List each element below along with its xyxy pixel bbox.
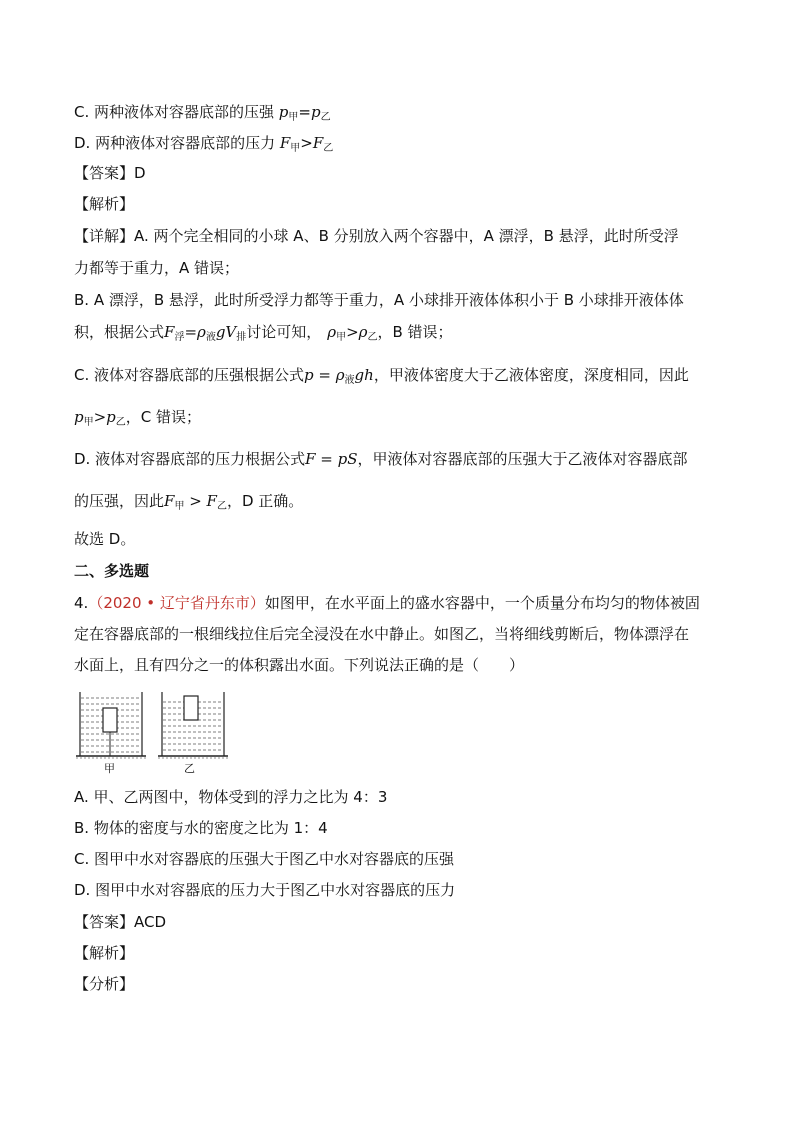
q3-option-d-var2: F (312, 134, 324, 152)
q3-l8-s1: 甲 (174, 501, 185, 512)
q4-option-d: D. 图甲中水对容器底的压力大于图乙中水对容器底的压力 (74, 881, 456, 899)
q3-detail-line-5 (74, 364, 689, 389)
q4-stem-line-1 (74, 592, 700, 614)
q4-option-b: B. 物体的密度与水的密度之比为 1：4 (74, 819, 328, 837)
object-yi (184, 696, 198, 720)
q3-detail-line-2: 力都等于重力，A 错误； (74, 259, 240, 277)
q3-l6-s1: 甲 (83, 417, 94, 428)
q3-option-c-sub2: 乙 (320, 112, 331, 123)
q4-option-a: A. 甲、乙两图中，物体受到的浮力之比为 4：3 (74, 788, 388, 806)
q3-l5-s1: 液 (344, 375, 355, 386)
q3-l7-formula: F = pS (305, 450, 358, 468)
q3-option-d-op: > (300, 134, 313, 152)
q3-l4-text-c: ，B 错误； (377, 323, 453, 341)
q3-l6-f1: p (74, 408, 84, 426)
q3-detail-line-8 (74, 490, 303, 515)
q3-l4-rop: >ρ (346, 323, 368, 341)
q4-answer: 【答案】ACD (74, 913, 167, 931)
q3-detail-line-4 (74, 321, 453, 346)
q3-analysis-heading: 【解析】 (74, 195, 135, 213)
q3-l4-rs2: 乙 (367, 332, 378, 343)
q3-l4-text-b: 讨论可知， (246, 323, 322, 341)
q3-option-d (74, 132, 333, 157)
q3-answer: 【答案】D (74, 164, 146, 182)
q3-option-d-var1: F (279, 134, 291, 152)
container-yi (158, 692, 228, 758)
container-jia (76, 692, 146, 758)
q3-l8-text-b: ，D 正确。 (226, 492, 304, 510)
q3-detail-line-3: B. A 漂浮，B 悬浮，此时所受浮力都等于重力，A 小球排开液体体积小于 B 小球排开液体体 (74, 291, 684, 309)
q4-number: 4. (74, 594, 89, 612)
q3-l8-f2: > F (184, 492, 217, 510)
q3-l4-s1: 浮 (174, 332, 185, 343)
q3-option-d-text: D. 两种液体对容器底部的压力 (74, 134, 276, 152)
q3-l8-f1: F (164, 492, 175, 510)
figure-label-yi: 乙 (184, 762, 195, 775)
q3-option-c-var2: p (310, 103, 321, 121)
q3-option-c (74, 101, 331, 126)
q3-l7-text-b: ，甲液体对容器底部的压强大于乙液体对容器底部 (357, 450, 688, 468)
q3-l5-text-a: C. 液体对容器底部的压强根据公式 (74, 366, 305, 384)
q3-l6-text-b: ，C 错误； (125, 408, 202, 426)
q3-option-c-op: = (298, 103, 311, 121)
q4-stem-line-2: 定在容器底部的一根细线拉住后完全浸没在水中静止。如图乙，当将细线剪断后，物体漂浮在 (74, 625, 690, 643)
q4-option-c: C. 图甲中水对容器底的压强大于图乙中水对容器底的压强 (74, 850, 455, 868)
figure-label-jia: 甲 (104, 762, 115, 775)
q3-detail-line-7 (74, 448, 688, 470)
q4-stem-line-3: 水面上，且有四分之一的体积露出水面。下列说法正确的是（ ） (74, 656, 525, 674)
q3-l4-r1: ρ (327, 323, 337, 341)
q3-detail-line-6 (74, 406, 201, 431)
object-jia (103, 708, 117, 732)
q3-l6-f2: >p (93, 408, 116, 426)
q3-l4-rs1: 甲 (336, 332, 347, 343)
q3-l4-f2: =ρ (184, 323, 206, 341)
q3-l5-text-b: ，甲液体密度大于乙液体密度，深度相同，因此 (373, 366, 689, 384)
q4-stem-text-1: 如图甲，在水平面上的盛水容器中，一个质量分布均匀的物体被固 (264, 594, 700, 612)
q3-option-d-sub2: 乙 (323, 143, 334, 154)
q3-l8-s2: 乙 (216, 501, 227, 512)
q4-fenxi-heading: 【分析】 (74, 975, 135, 993)
q3-option-c-var1: p (278, 103, 289, 121)
q3-l5-f1: p = ρ (304, 366, 345, 384)
q3-l8-text-a: 的压强，因此 (74, 492, 165, 510)
q3-l4-s3: 排 (236, 332, 247, 343)
q3-option-d-sub1: 甲 (290, 143, 301, 154)
q3-l4-s2: 液 (205, 332, 216, 343)
section-title: 二、多选题 (74, 562, 150, 580)
q3-l7-text-a: D. 液体对容器底部的压力根据公式 (74, 450, 306, 468)
q3-option-c-text: C. 两种液体对容器底部的压强 (74, 103, 275, 121)
q3-l6-s2: 乙 (115, 417, 126, 428)
q4-figure (74, 690, 234, 772)
q3-option-c-sub1: 甲 (288, 112, 299, 123)
q4-analysis-heading: 【解析】 (74, 944, 135, 962)
q3-l4-text-a: 积，根据公式 (74, 323, 165, 341)
q3-conclusion: 故选 D。 (74, 530, 136, 548)
q3-detail-line-1: 【详解】A. 两个完全相同的小球 A、B 分别放入两个容器中，A 漂浮，B 悬浮，此时所受浮 (74, 227, 679, 245)
q3-l4-f1: F (164, 323, 175, 341)
q3-l5-f2: gh (354, 366, 374, 384)
q4-source: （2020 • 辽宁省丹东市） (88, 594, 265, 612)
q3-l4-f3: gV (215, 323, 237, 341)
